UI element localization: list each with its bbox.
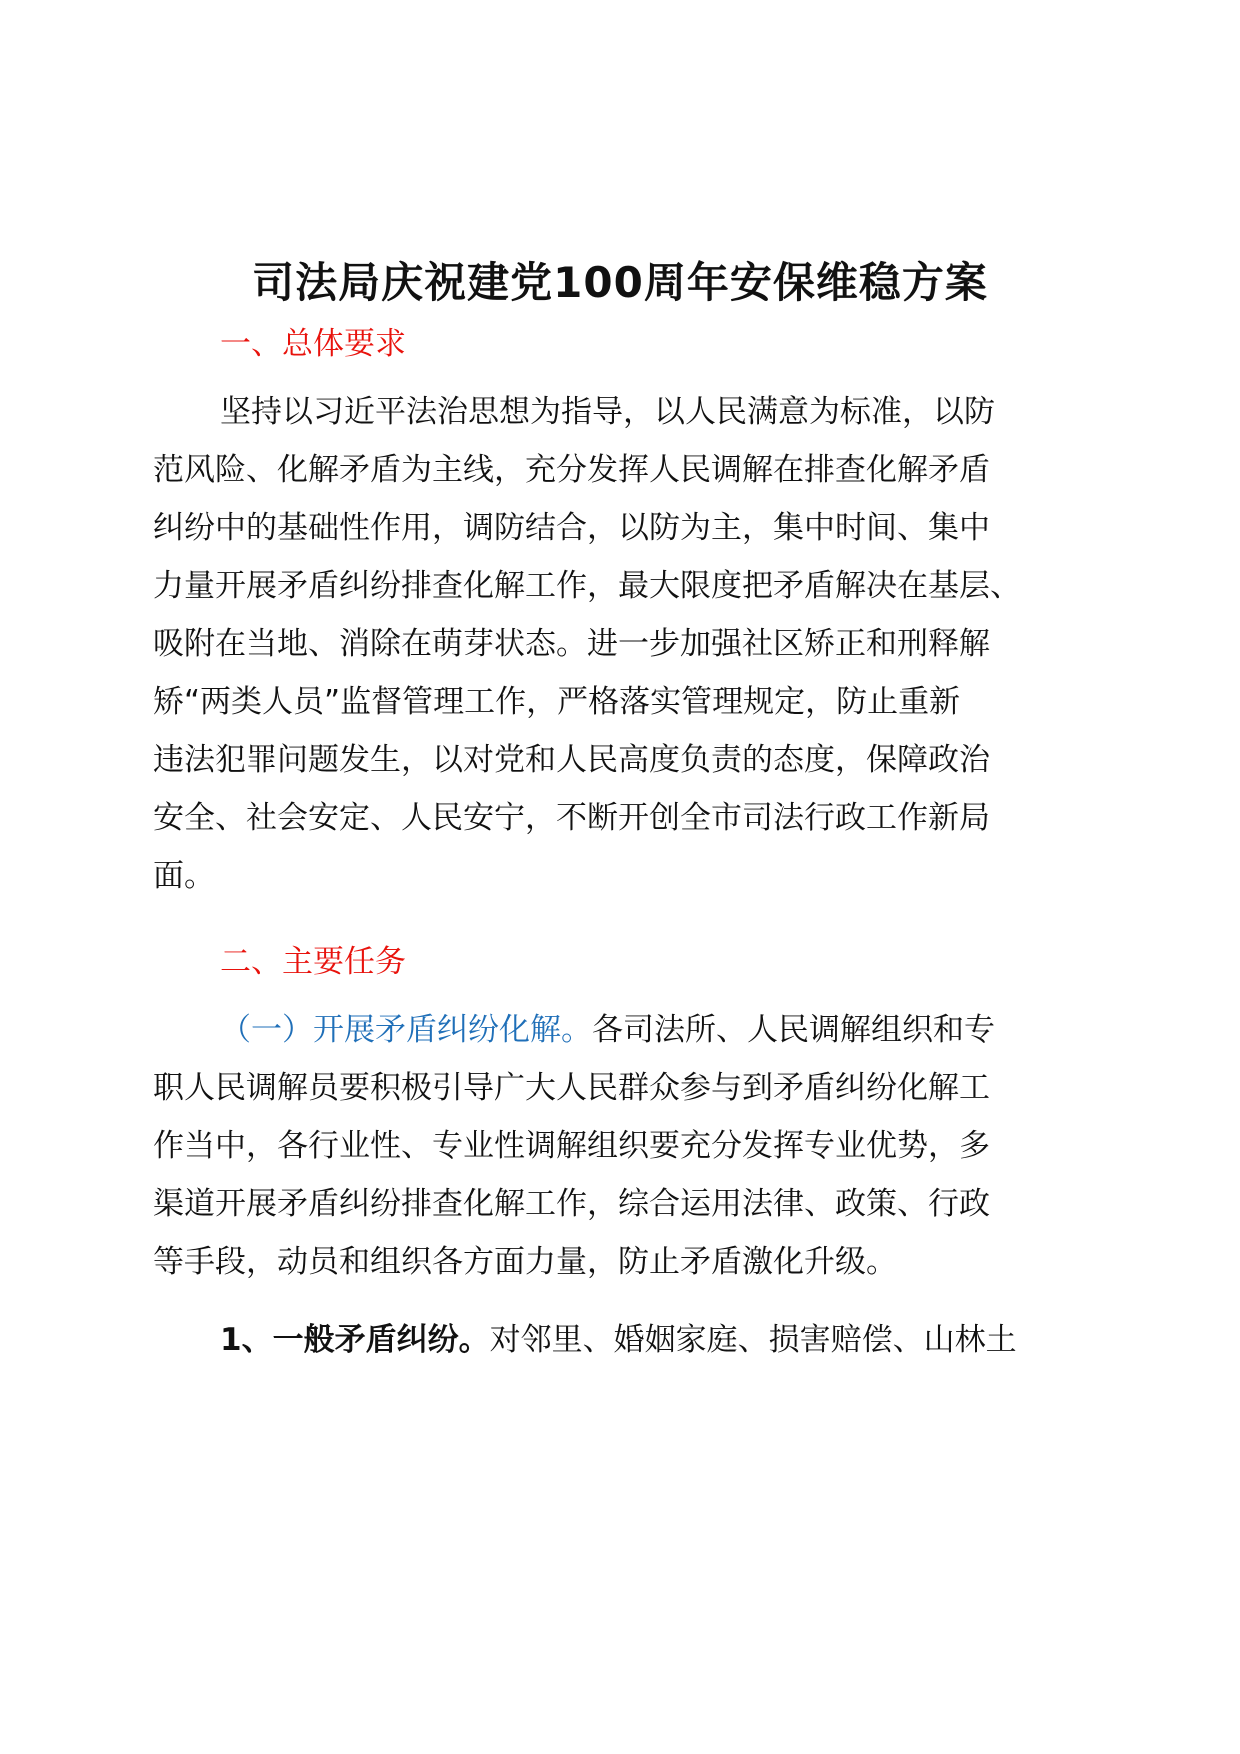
- subsection-first-line-text: 各司法所、人民调解组织和专: [592, 1012, 995, 1048]
- paragraph-line: 渠道开展矛盾纠纷排查化解工作，综合运用法律、政策、行政: [153, 1186, 990, 1222]
- document-title: 司法局庆祝建党100周年安保维稳方案: [252, 258, 988, 307]
- list-item-line: [220, 1320, 1017, 1360]
- paragraph-line: 安全、社会安定、人民安宁，不断开创全市司法行政工作新局: [153, 800, 990, 836]
- paragraph-line: 矫“两类人员”监督管理工作，严格落实管理规定，防止重新: [153, 684, 961, 720]
- paragraph-line: 吸附在当地、消除在萌芽状态。进一步加强社区矫正和刑释解: [153, 626, 990, 662]
- paragraph-line: 作当中，各行业性、专业性调解组织要充分发挥专业优势，多: [153, 1128, 990, 1164]
- section-heading-general-requirements: 一、总体要求: [220, 326, 406, 362]
- paragraph-line: 纠纷中的基础性作用，调防结合，以防为主，集中时间、集中: [153, 510, 990, 546]
- list-item-text: 对邻里、婚姻家庭、损害赔偿、山林土: [489, 1322, 1017, 1358]
- paragraph-line: 范风险、化解矛盾为主线，充分发挥人民调解在排查化解矛盾: [153, 452, 990, 488]
- subsection-heading-dispute-resolution: （一）开展矛盾纠纷化解。: [220, 1012, 592, 1048]
- paragraph-line: 力量开展矛盾纠纷排查化解工作，最大限度把矛盾解决在基层、: [153, 568, 1021, 604]
- subsection-first-line: [220, 1010, 995, 1050]
- paragraph-line: 坚持以习近平法治思想为指导，以人民满意为标准，以防: [220, 394, 995, 430]
- paragraph-line: 面。: [153, 858, 215, 894]
- paragraph-line: 违法犯罪问题发生，以对党和人民高度负责的态度，保障政治: [153, 742, 990, 778]
- paragraph-line: 职人民调解员要积极引导广大人民群众参与到矛盾纠纷化解工: [153, 1070, 990, 1106]
- list-item-heading-general-disputes: 1、一般矛盾纠纷。: [220, 1322, 490, 1358]
- paragraph-line: 等手段，动员和组织各方面力量，防止矛盾激化升级。: [153, 1244, 897, 1280]
- section-heading-main-tasks: 二、主要任务: [220, 944, 406, 980]
